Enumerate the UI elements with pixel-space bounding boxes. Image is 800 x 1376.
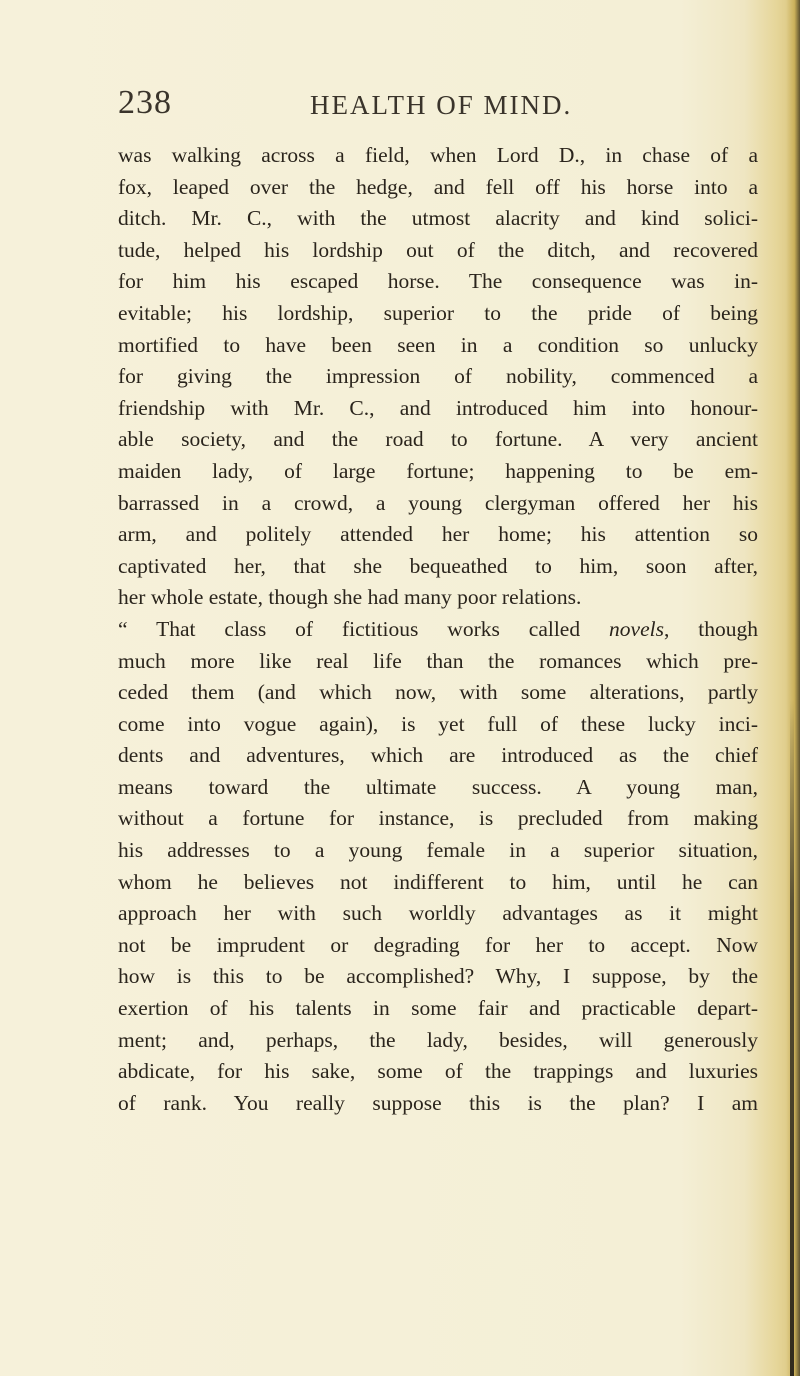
text-line: how is this to be accomplished? Why, I suppose, by the xyxy=(118,964,758,989)
text-line: his addresses to a young female in a superior situation, xyxy=(118,838,758,863)
emphasised-word: novels xyxy=(609,616,664,641)
paragraph-start-line: “ That class of fictitious works called novels, though xyxy=(118,616,758,641)
text-line: maiden lady, of large fortune; happening to be em- xyxy=(118,458,758,483)
text-line: fox, leaped over the hedge, and fell off his horse into a xyxy=(118,174,758,199)
text-line: without a fortune for instance, is precluded from making xyxy=(118,806,758,831)
text-line: tude, helped his lordship out of the ditch, and recovered xyxy=(118,237,758,262)
text-line: much more like real life than the romances which pre- xyxy=(118,648,758,673)
text-line: mortified to have been seen in a condition so unlucky xyxy=(118,332,758,357)
body-text xyxy=(118,140,758,1119)
text-line: arm, and politely attended her home; his attention so xyxy=(118,522,758,547)
text-line: come into vogue again), is yet full of these lucky inci- xyxy=(118,711,758,736)
text-line: for him his escaped horse. The consequence was in- xyxy=(118,269,758,294)
text-line: ditch. Mr. C., with the utmost alacrity and kind solici- xyxy=(118,206,758,231)
page-number: 238 xyxy=(118,84,172,121)
text-line: barrassed in a crowd, a young clergyman offered her his xyxy=(118,490,758,515)
text-line: not be imprudent or degrading for her to accept. Now xyxy=(118,932,758,957)
text-line: evitable; his lordship, superior to the pride of being xyxy=(118,300,758,325)
text-line: captivated her, that she bequeathed to him, soon after, xyxy=(118,553,758,578)
page-header xyxy=(118,84,758,124)
running-head: HEALTH OF MIND. xyxy=(310,90,573,120)
text-line: abdicate, for his sake, some of the trappings and luxuries xyxy=(118,1059,758,1084)
text-line: friendship with Mr. C., and introduced him into honour- xyxy=(118,395,758,420)
page-edge-line xyxy=(790,700,794,1376)
text-line: ceded them (and which now, with some alterations, partly xyxy=(118,680,758,705)
text-line: dents and adventures, which are introduced as the chief xyxy=(118,743,758,768)
text-line: whom he believes not indifferent to him, until he can xyxy=(118,869,758,894)
text-line: of rank. You really suppose this is the plan? I am xyxy=(118,1090,758,1115)
text-line: was walking across a field, when Lord D., in chase of a xyxy=(118,143,758,167)
text-line: for giving the impression of nobility, commenced a xyxy=(118,364,758,389)
text-line: able society, and the road to fortune. A very ancient xyxy=(118,427,758,452)
text-line: exertion of his talents in some fair and practicable depart- xyxy=(118,996,758,1021)
text-line: her whole estate, though she had many poor relations. xyxy=(118,585,582,610)
text-line: approach her with such worldly advantages as it might xyxy=(118,901,758,926)
text-line: means toward the ultimate success. A young man, xyxy=(118,774,758,799)
text-line: ment; and, perhaps, the lady, besides, will generously xyxy=(118,1027,758,1052)
